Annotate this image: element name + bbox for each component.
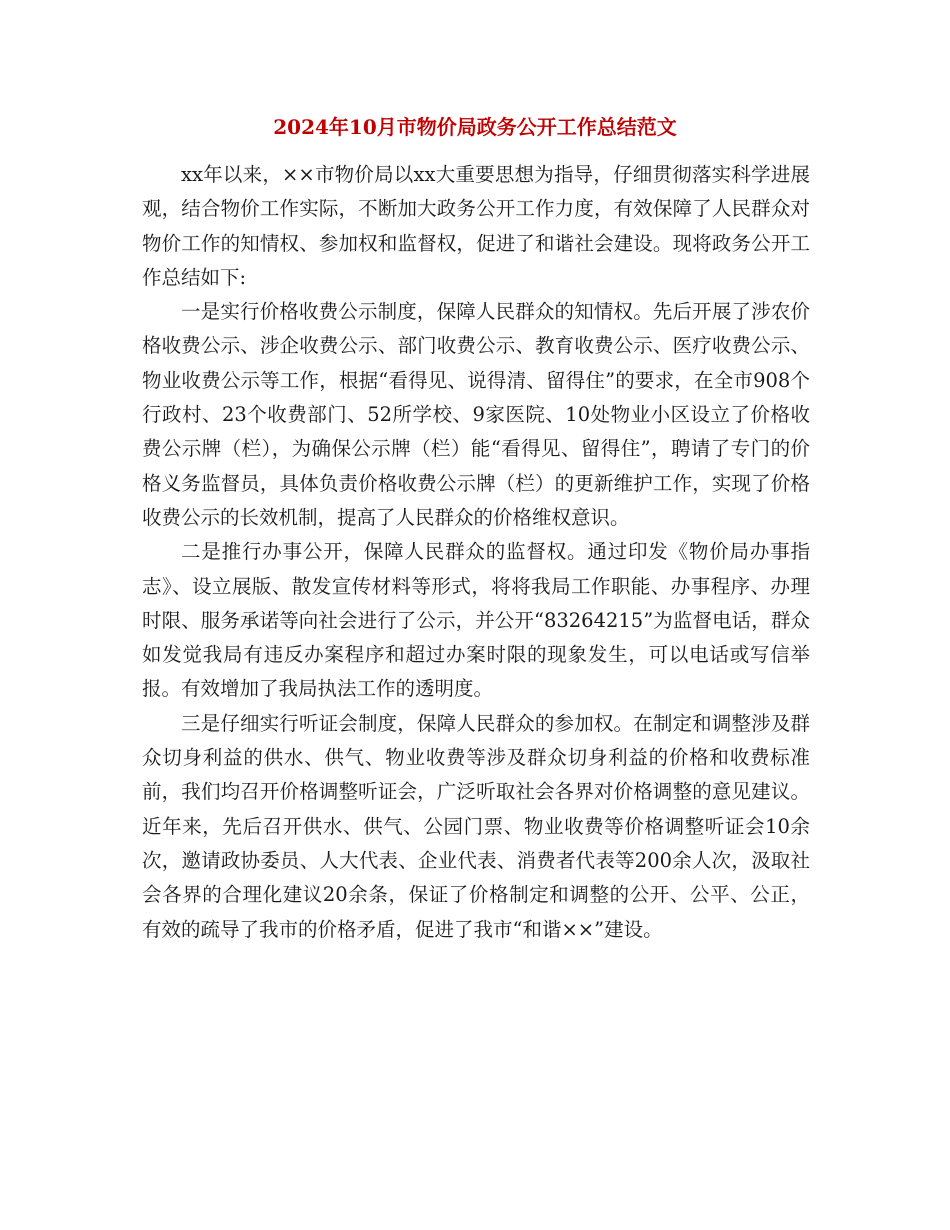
paragraph-hearing-system: 三是仔细实行听证会制度，保障人民群众的参加权。在制定和调整涉及群众切身利益的供水、供气、物业收费等涉及群众切身利益的价格和收费标准前，我们均召开价格调整听证会，广泛听取社会各界对价格调整的意见建议。近年来，先后召开供水、供气、公园门票、物业收费等价格调整听证会10余次，邀请政协委员、人大代表、企业代表、消费者代表等200余人次，汲取社会各界的合理化建议20余条，保证了价格制定和调整的公开、公平、公正，有效的疏导了我市的价格矛盾，促进了我市“和谐××”建设。 — [142, 711, 810, 941]
document-title: 2024年10月市物价局政务公开工作总结范文 — [273, 115, 677, 139]
document-body — [142, 158, 810, 947]
paragraph-price-publicity: 一是实行价格收费公示制度，保障人民群众的知情权。先后开展了涉农价格收费公示、涉企收费公示、部门收费公示、教育收费公示、医疗收费公示、物业收费公示等工作，根据“看得见、说得清、留得住”的要求，在全市908个行政村、23个收费部门、52所学校、9家医院、10处物业小区设立了价格收费公示牌（栏），为确保公示牌（栏）能“看得见、留得住”，聘请了专门的价格义务监督员，具体负责价格收费公示牌（栏）的更新维护工作，实现了价格收费公示的长效机制，提高了人民群众的价格维权意识。 — [142, 300, 810, 529]
paragraph-office-openness: 二是推行办事公开，保障人民群众的监督权。通过印发《物价局办事指志》、设立展版、散发宣传材料等形式，将将我局工作职能、办事程序、办理时限、服务承诺等向社会进行了公示，并公开“83264215”为监督电话，群众如发觉我局有违反办案程序和超过办案时限的现象发生，可以电话或写信举报。有效增加了我局执法工作的透明度。 — [142, 540, 810, 701]
paragraph-intro: xx年以来，××市物价局以xx大重要思想为指导，仔细贯彻落实科学进展观，结合物价工作实际，不断加大政务公开工作力度，有效保障了人民群众对物价工作的知情权、参加权和监督权，促进了和谐社会建设。现将政务公开工作总结如下: — [142, 163, 810, 289]
